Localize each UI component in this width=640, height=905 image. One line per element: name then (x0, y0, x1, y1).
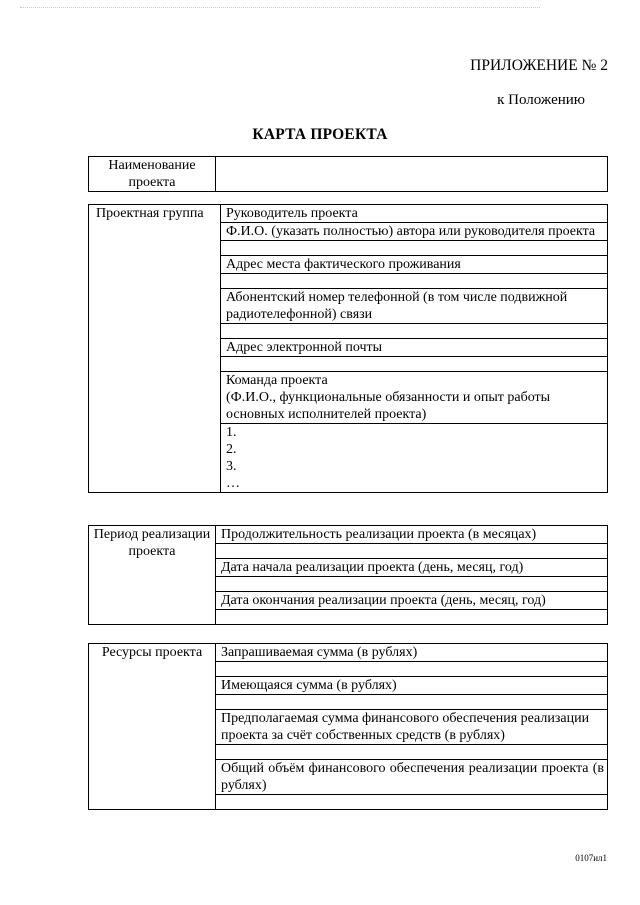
regulation-reference: к Положению (497, 92, 585, 108)
page-title: КАРТА ПРОЕКТА (252, 126, 388, 143)
appendix-number: ПРИЛОЖЕНИЕ № 2 (470, 57, 608, 74)
resources-available-field[interactable] (216, 695, 608, 710)
document-code: 0107ил1 (575, 853, 607, 863)
resources-requested-label: Запрашиваемая сумма (в рублях) (216, 644, 608, 662)
resources-total-label: Общий объём финансового обеспечения реализации проекта (в рублях) (216, 760, 608, 795)
list-item: … (226, 476, 240, 491)
period-duration-label: Продолжительность реализации проекта (в месяцах) (216, 526, 608, 544)
team-email-field[interactable] (221, 357, 608, 372)
team-members-label (221, 372, 608, 424)
resources-available-label: Имеющаяся сумма (в рублях) (216, 677, 608, 695)
team-members-list[interactable] (221, 424, 608, 493)
period-end-field[interactable] (216, 610, 608, 625)
project-period-label: Период реализации проекта (89, 526, 216, 625)
period-end-label: Дата окончания реализации проекта (день, месяц, год) (216, 592, 608, 610)
resources-own-funds-label: Предполагаемая сумма финансового обеспечения реализации проекта за счёт собственных средств (в рублях) (216, 710, 608, 745)
team-members-description: (Ф.И.О., функциональные обязанности и опыт работы основных исполнителей проекта) (226, 390, 551, 422)
team-members-title: Команда проекта (226, 373, 328, 388)
team-head-label: Руководитель проекта (221, 205, 608, 223)
project-name-label: Наименование проекта (89, 157, 216, 192)
team-address-field[interactable] (221, 274, 608, 289)
project-team-label: Проектная группа (89, 205, 221, 493)
team-phone-field[interactable] (221, 324, 608, 339)
period-start-label: Дата начала реализации проекта (день, месяц, год) (216, 559, 608, 577)
list-item: 2. (226, 442, 237, 457)
list-item: 1. (226, 425, 237, 440)
project-resources-table (88, 643, 608, 810)
team-fio-label: Ф.И.О. (указать полностью) автора или руководителя проекта (221, 223, 608, 241)
project-name-field[interactable] (216, 157, 608, 192)
period-start-field[interactable] (216, 577, 608, 592)
resources-requested-field[interactable] (216, 662, 608, 677)
team-fio-field[interactable] (221, 241, 608, 256)
period-duration-field[interactable] (216, 544, 608, 559)
project-name-table (88, 156, 608, 192)
project-team-table (88, 204, 608, 493)
team-phone-label: Абонентский номер телефонной (в том числе подвижной радиотелефонной) связи (221, 289, 608, 324)
project-period-table (88, 525, 608, 625)
list-item: 3. (226, 459, 237, 474)
resources-total-field[interactable] (216, 795, 608, 810)
scan-artifact (20, 7, 540, 11)
team-email-label: Адрес электронной почты (221, 339, 608, 357)
project-resources-label: Ресурсы проекта (89, 644, 216, 810)
team-address-label: Адрес места фактического проживания (221, 256, 608, 274)
resources-own-funds-field[interactable] (216, 745, 608, 760)
